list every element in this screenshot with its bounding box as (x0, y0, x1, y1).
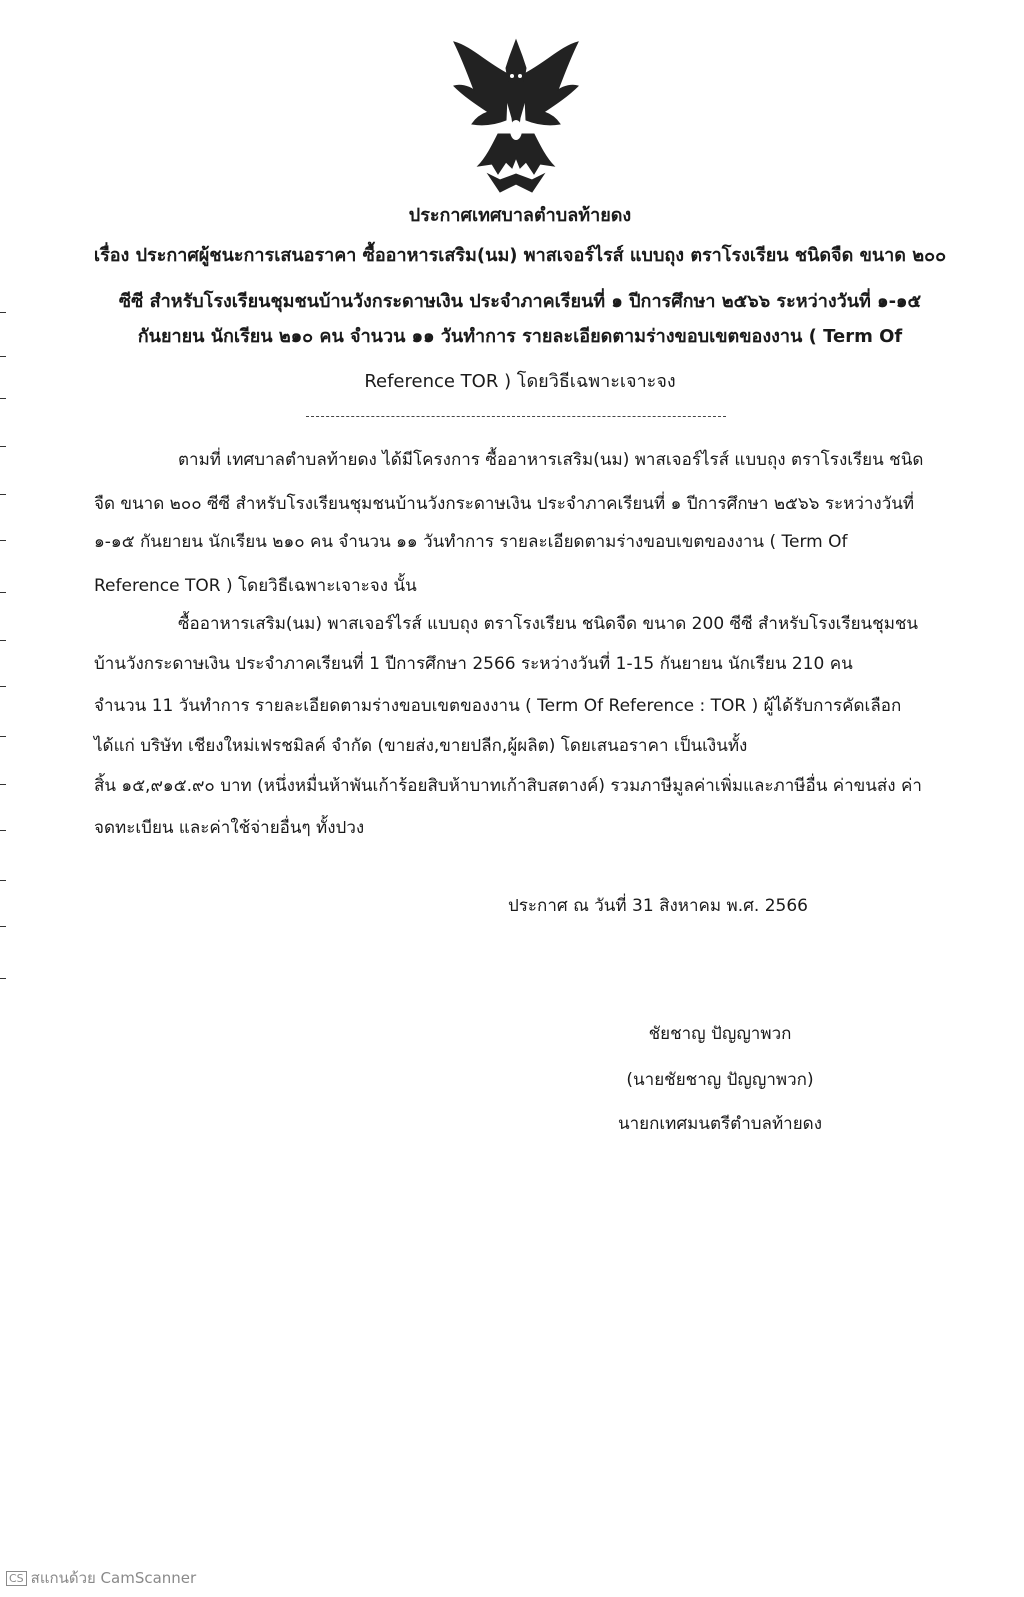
body-line: จดทะเบียน และค่าใช้จ่ายอื่นๆ ทั้งปวง (94, 818, 365, 838)
signer-signature: ชัยชาญ ปัญญาพวก (648, 1024, 792, 1044)
garuda-emblem (448, 34, 584, 198)
signer-full-name: (นายชัยชาญ ปัญญาพวก) (626, 1070, 814, 1090)
body-line: บ้านวังกระดาษเงิน ประจำภาคเรียนที่ 1 ปีการศึกษา 2566 ระหว่างวันที่ 1-15 กันยายน นักเรียน 210 คน (94, 654, 853, 674)
body-line: จืด ขนาด ๒๐๐ ซีซี สำหรับโรงเรียนชุมชนบ้านวังกระดาษเงิน ประจำภาคเรียนที่ ๑ ปีการศึกษา ๒๕๖๖ ระหว่างวันที่ (94, 494, 915, 514)
body-line: ได้แก่ บริษัท เชียงใหม่เฟรชมิลค์ จำกัด (ขายส่ง,ขายปลีก,ผู้ผลิต) โดยเสนอราคา เป็นเงินทั้ง (94, 736, 748, 756)
body-line: Reference TOR ) โดยวิธีเฉพาะเจาะจง นั้น (94, 576, 417, 596)
body-line: ๑-๑๕ กันยายน นักเรียน ๒๑๐ คน จำนวน ๑๑ วันทำการ รายละเอียดตามร่างขอบเขตของงาน ( Term Of (94, 532, 848, 552)
announce-date: ประกาศ ณ วันที่ 31 สิงหาคม พ.ศ. 2566 (508, 896, 808, 916)
body-line: จำนวน 11 วันทำการ รายละเอียดตามร่างขอบเขตของงาน ( Term Of Reference : TOR ) ผู้ได้รับการคัดเลือก (94, 696, 902, 716)
body-line: ซื้ออาหารเสริม(นม) พาสเจอร์ไรส์ แบบถุง ตราโรงเรียน ชนิดจืด ขนาด 200 ซีซี สำหรับโรงเรียนชุมชน (178, 614, 919, 634)
page-title: ประกาศเทศบาลตำบลท้ายดง (408, 205, 632, 226)
subject-line-4: Reference TOR ) โดยวิธีเฉพาะเจาะจง (364, 371, 676, 392)
signer-position: นายกเทศมนตรีตำบลท้ายดง (617, 1114, 823, 1134)
subject-line-1: เรื่อง ประกาศผู้ชนะการเสนอราคา ซื้ออาหารเสริม(นม) พาสเจอร์ไรส์ แบบถุง ตราโรงเรียน ชนิดจืด ขนาด ๒๐๐ (93, 245, 947, 266)
subject-line-2: ซีซี สำหรับโรงเรียนชุมชนบ้านวังกระดาษเงิน ประจำภาคเรียนที่ ๑ ปีการศึกษา ๒๕๖๖ ระหว่างวันที่ ๑-๑๕ (118, 291, 922, 312)
subject-line-3: กันยายน นักเรียน ๒๑๐ คน จำนวน ๑๑ วันทำการ รายละเอียดตามร่างขอบเขตของงาน ( Term Of (137, 326, 903, 347)
body-line: สิ้น ๑๕,๙๑๕.๙๐ บาท (หนึ่งหมื่นห้าพันเก้าร้อยสิบห้าบาทเก้าสิบสตางค์) รวมภาษีมูลค่าเพิ่มและภาษีอื่น ค่าขนส่ง ค่า (94, 776, 922, 796)
scanner-watermark: CS สแกนด้วย CamScanner (6, 1566, 196, 1590)
scan-margin-marks (0, 0, 8, 1597)
body-line: ตามที่ เทศบาลตำบลท้ายดง ได้มีโครงการ ซื้ออาหารเสริม(นม) พาสเจอร์ไรส์ แบบถุง ตราโรงเรียน ชนิด (178, 450, 924, 470)
divider (306, 416, 726, 417)
camscanner-icon: CS (6, 1571, 27, 1586)
